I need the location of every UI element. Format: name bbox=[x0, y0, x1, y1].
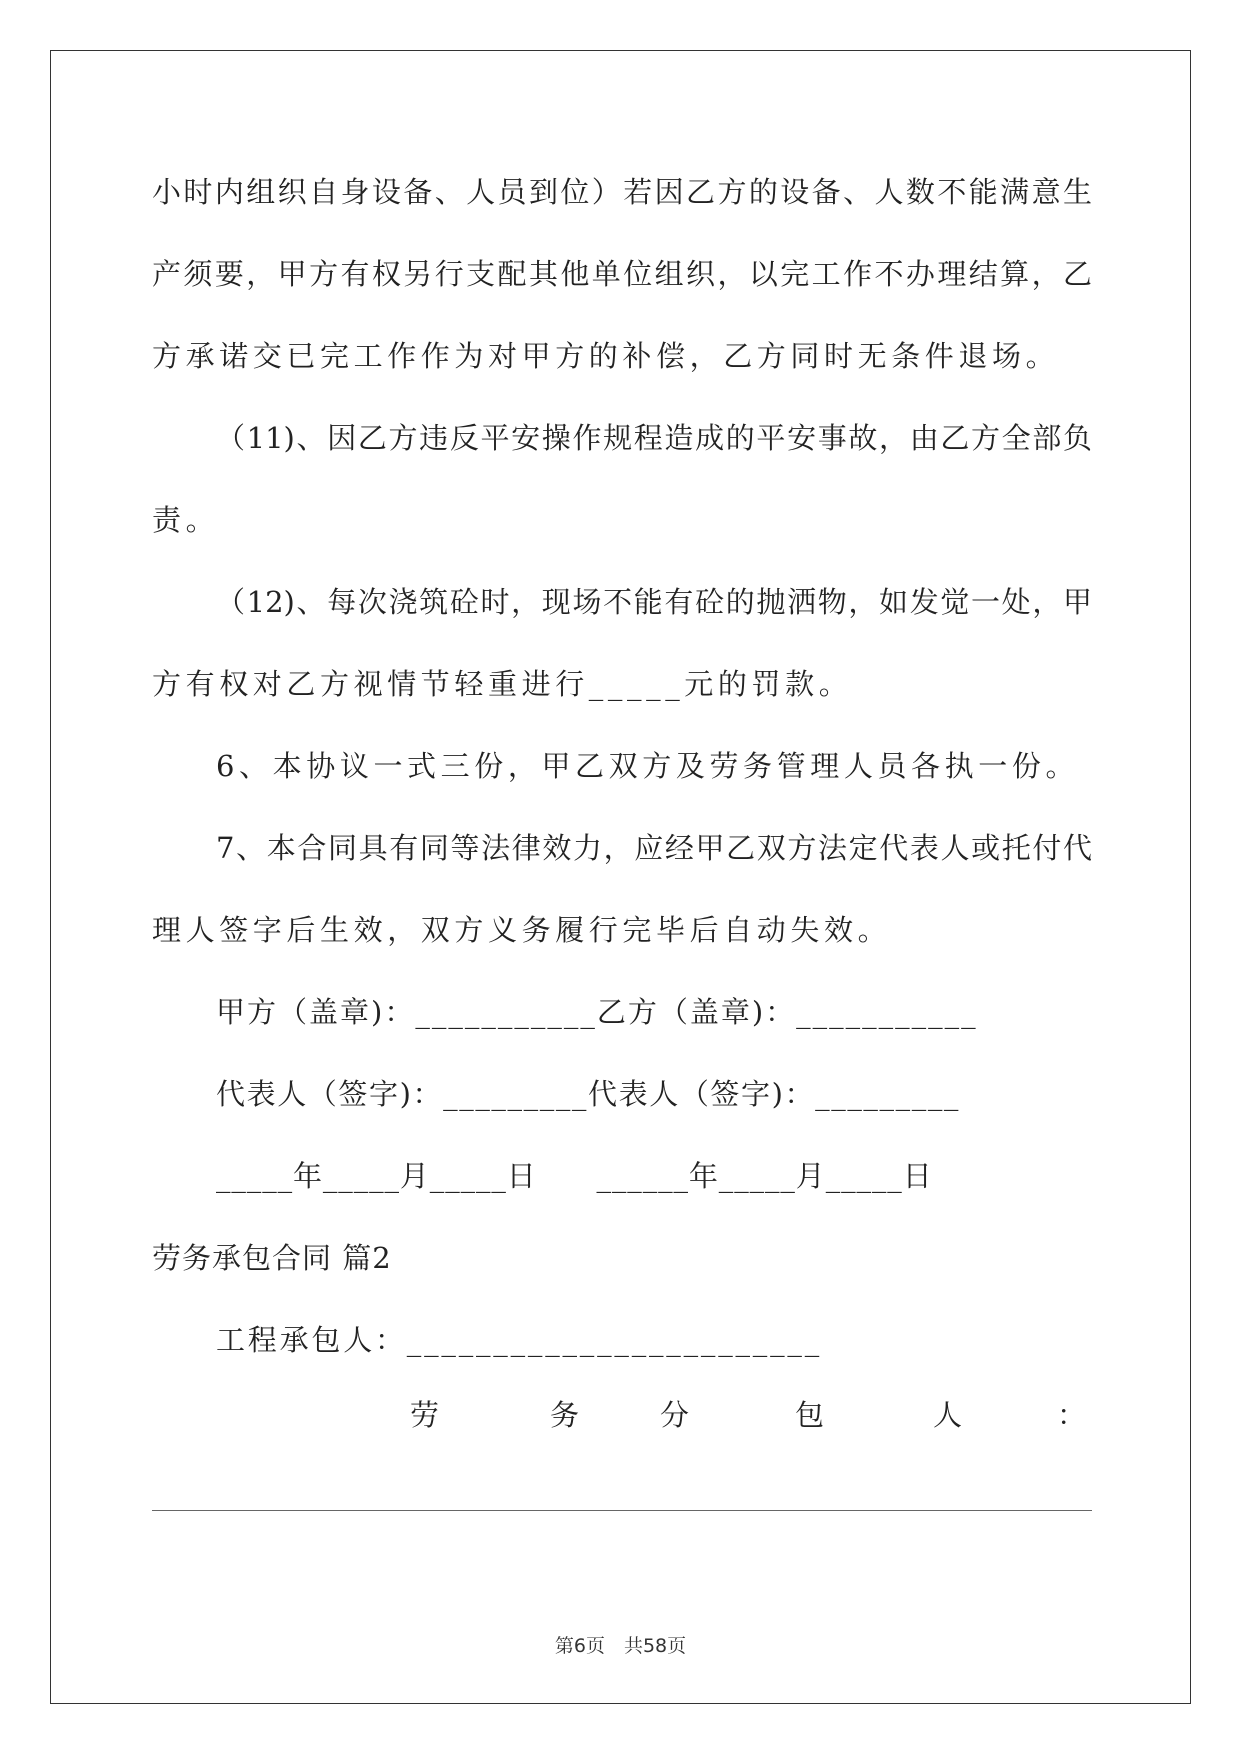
contractor-field: 工程承包人：________________________ bbox=[216, 1323, 822, 1357]
page-border bbox=[50, 50, 1191, 1704]
text-line-9: 7、本合同具有同等法律效力，应经甲乙双方法定代表人或托付代 bbox=[216, 831, 1092, 865]
spread-char: 务 bbox=[550, 1398, 580, 1432]
fill-in-underline bbox=[152, 1510, 1092, 1511]
signature-line-date: _____年_____月_____日 ______年_____月_____日 bbox=[216, 1159, 933, 1193]
text-line-5: 责。 bbox=[152, 503, 220, 537]
text-line-10: 理人签字后生效，双方义务履行完毕后自动失效。 bbox=[152, 913, 892, 947]
text-line-4: （11)、因乙方违反平安操作规程造成的平安事故，由乙方全部负 bbox=[216, 421, 1092, 455]
spread-char: 劳 bbox=[410, 1398, 440, 1432]
text-line-6: （12)、每次浇筑砼时，现场不能有砼的抛洒物，如发觉一处，甲 bbox=[216, 585, 1092, 619]
spread-char: 分 bbox=[660, 1398, 690, 1432]
text-line-1: 小时内组织自身设备、人员到位）若因乙方的设备、人数不能满意生 bbox=[152, 175, 1092, 209]
text-line-7: 方有权对乙方视情节轻重进行_____元的罚款。 bbox=[152, 667, 853, 701]
section-heading: 劳务承包合同 篇2 bbox=[152, 1241, 392, 1275]
subcontractor-label bbox=[152, 1395, 1092, 1435]
signature-line-representative: 代表人（签字)：_________代表人（签字)：_________ bbox=[216, 1077, 961, 1111]
spread-char: 包 bbox=[795, 1398, 825, 1432]
spread-char: 人 bbox=[933, 1398, 963, 1432]
text-line-8: 6、本协议一式三份，甲乙双方及劳务管理人员各执一份。 bbox=[216, 749, 1080, 783]
signature-line-party: 甲方（盖章)：___________乙方（盖章)：___________ bbox=[216, 995, 978, 1029]
text-line-2: 产须要，甲方有权另行支配其他单位组织，以完工作不办理结算，乙 bbox=[152, 257, 1092, 291]
spread-char: ： bbox=[1057, 1398, 1087, 1432]
page-number: 第6页 共58页 bbox=[554, 1635, 687, 1657]
text-line-3: 方承诺交已完工作作为对甲方的补偿，乙方同时无条件退场。 bbox=[152, 339, 1060, 373]
